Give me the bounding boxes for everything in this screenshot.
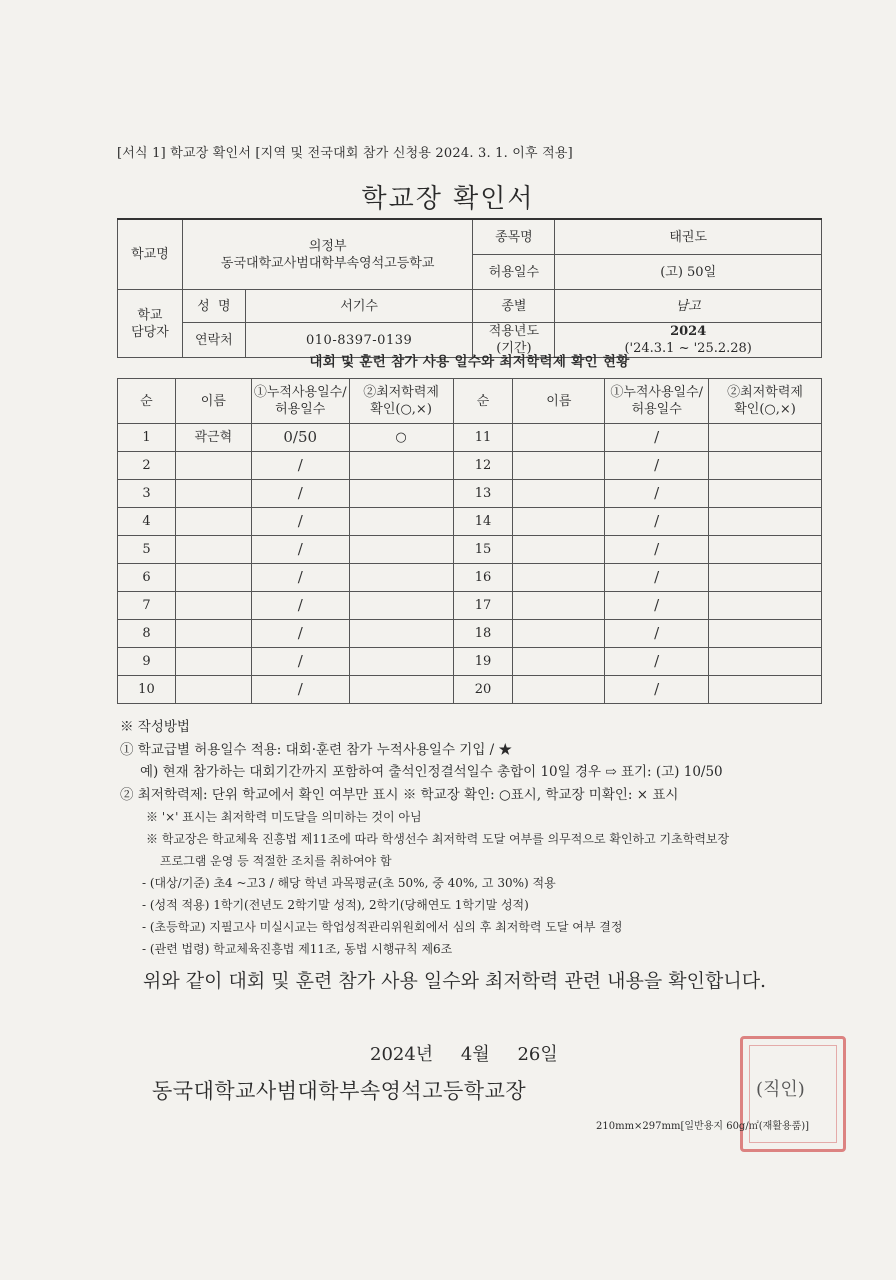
row-check-2	[709, 676, 822, 704]
header-check-line2: 확인(○,×)	[370, 402, 432, 417]
row-check-2	[709, 424, 822, 452]
participation-table	[117, 378, 822, 704]
row-check-2	[709, 648, 822, 676]
table-row	[118, 620, 822, 648]
table-row	[118, 564, 822, 592]
row-days: /	[251, 508, 349, 536]
allowed-days-value: (고) 50일	[555, 255, 822, 290]
school-label: 학교명	[118, 219, 183, 290]
row-number: 2	[118, 452, 176, 480]
notes-heading: ※ 작성방법	[120, 719, 190, 735]
row-number: 7	[118, 592, 176, 620]
row-name	[175, 536, 251, 564]
header-days-2	[605, 379, 709, 424]
note-line-10: - (관련 법령) 학교체육진흥법 제11조, 동법 시행규칙 제6조	[142, 942, 453, 956]
row-name	[175, 620, 251, 648]
table-row	[118, 480, 822, 508]
row-days: /	[251, 620, 349, 648]
row-number-2: 17	[453, 592, 513, 620]
note-line-3: ② 최저학력제: 단위 학교에서 확인 여부만 표시 ※ 학교장 확인: ○표시, 학교장 미확인: × 표시	[120, 786, 679, 803]
row-days-2: /	[605, 452, 709, 480]
document-title: 학교장 확인서	[361, 184, 535, 214]
row-check	[349, 508, 453, 536]
row-name-2	[513, 480, 605, 508]
event-label: 종목명	[473, 219, 555, 255]
school-name-line1: 의정부	[308, 238, 347, 254]
row-check: ○	[349, 424, 453, 452]
table-row	[118, 452, 822, 480]
manager-label-line1: 학교	[137, 307, 163, 323]
note-line-2: 예) 현재 참가하는 대회기간까지 포함하여 출석인정결석일수 총합이 10일 경우 ⇨ 표기: (고) 10/50	[140, 764, 723, 780]
contact-label: 연락처	[182, 323, 245, 358]
row-number-2: 12	[453, 452, 513, 480]
manager-label	[118, 290, 183, 358]
row-name	[175, 508, 251, 536]
table-row	[118, 648, 822, 676]
row-days: /	[251, 452, 349, 480]
row-number-2: 20	[453, 676, 513, 704]
row-days-2: /	[605, 480, 709, 508]
section-title: 대회 및 훈련 참가 사용 일수와 최저학력제 확인 현황	[309, 354, 630, 370]
year-label-line2: (기간)	[496, 341, 532, 356]
year-period: ('24.3.1 ~ '25.2.28)	[624, 341, 752, 356]
row-number: 1	[118, 424, 176, 452]
row-number-2: 14	[453, 508, 513, 536]
row-number: 6	[118, 564, 176, 592]
row-name	[175, 480, 251, 508]
row-number: 4	[118, 508, 176, 536]
row-name-2	[513, 424, 605, 452]
row-number: 10	[118, 676, 176, 704]
row-check	[349, 564, 453, 592]
note-line-5: ※ 학교장은 학교체육 진흥법 제11조에 따라 학생선수 최저학력 도달 여부를 의무적으로 확인하고 기초학력보장	[146, 832, 730, 846]
row-days: /	[251, 536, 349, 564]
header-days-line1: ①누적사용일수/	[253, 385, 347, 400]
header-check	[349, 379, 453, 424]
header-days-line2: 허용일수	[275, 402, 326, 417]
note-line-4: ※ '×' 표시는 최저학력 미도달을 의미하는 것이 아님	[146, 810, 422, 824]
table-row	[118, 592, 822, 620]
header-no-2: 순	[453, 379, 513, 424]
signature-mark: (직인)	[756, 1079, 805, 1100]
row-name	[175, 676, 251, 704]
row-check	[349, 592, 453, 620]
row-number-2: 11	[453, 424, 513, 452]
row-check-2	[709, 508, 822, 536]
note-line-8: - (성적 적용) 1학기(전년도 2학기말 성적), 2학기(당해연도 1학기말 성적)	[142, 898, 529, 912]
row-check-2	[709, 620, 822, 648]
row-name-2	[513, 676, 605, 704]
row-days: /	[251, 564, 349, 592]
row-name-2	[513, 592, 605, 620]
document-date: 2024년 4월 26일	[370, 1044, 558, 1065]
manager-label-line2: 담당자	[131, 324, 169, 340]
row-check	[349, 536, 453, 564]
form-header: [서식 1] 학교장 확인서 [지역 및 전국대회 참가 신청용 2024. 3. 1. 이후 적용]	[117, 146, 573, 161]
row-check	[349, 480, 453, 508]
header-check-2-line1: ②최저학력제	[727, 385, 803, 400]
row-name-2	[513, 620, 605, 648]
row-number-2: 13	[453, 480, 513, 508]
row-days: /	[251, 676, 349, 704]
row-number: 9	[118, 648, 176, 676]
event-value: 태권도	[555, 219, 822, 255]
instructions	[120, 716, 729, 960]
row-name-2	[513, 508, 605, 536]
row-check-2	[709, 480, 822, 508]
header-name: 이름	[175, 379, 251, 424]
row-check-2	[709, 536, 822, 564]
row-check-2	[709, 452, 822, 480]
row-number-2: 15	[453, 536, 513, 564]
row-days-2: /	[605, 424, 709, 452]
year-number: 2024	[670, 324, 707, 339]
row-number: 5	[118, 536, 176, 564]
header-days-2-line1: ①누적사용일수/	[610, 385, 704, 400]
row-name	[175, 592, 251, 620]
note-line-1: ① 학교급별 허용일수 적용: 대회·훈련 참가 누적사용일수 기입 / ★	[120, 741, 512, 758]
row-check	[349, 648, 453, 676]
table-row	[118, 536, 822, 564]
header-check-2	[709, 379, 822, 424]
row-check	[349, 676, 453, 704]
header-name-2: 이름	[513, 379, 605, 424]
row-name: 곽근혁	[175, 424, 251, 452]
category-value: 남고	[555, 290, 822, 323]
row-name-2	[513, 536, 605, 564]
year-label-line1: 적용년도	[488, 324, 540, 339]
school-name	[182, 219, 473, 290]
principal-name: 동국대학교사범대학부속영석고등학교장	[152, 1079, 527, 1103]
row-days-2: /	[605, 564, 709, 592]
row-check-2	[709, 592, 822, 620]
row-number: 3	[118, 480, 176, 508]
table-row	[118, 676, 822, 704]
header-check-line1: ②최저학력제	[363, 385, 439, 400]
row-name	[175, 648, 251, 676]
row-number-2: 19	[453, 648, 513, 676]
row-days-2: /	[605, 536, 709, 564]
row-name-2	[513, 452, 605, 480]
school-info-table	[117, 218, 822, 358]
row-number: 8	[118, 620, 176, 648]
row-days: 0/50	[251, 424, 349, 452]
row-days-2: /	[605, 676, 709, 704]
category-label: 종별	[473, 290, 555, 323]
header-days-2-line2: 허용일수	[631, 402, 682, 417]
name-value: 서기수	[245, 290, 473, 323]
row-days-2: /	[605, 648, 709, 676]
row-name-2	[513, 564, 605, 592]
row-days: /	[251, 480, 349, 508]
row-days-2: /	[605, 592, 709, 620]
school-name-line2: 동국대학교사범대학부속영석고등학교	[220, 255, 435, 271]
row-check-2	[709, 564, 822, 592]
note-line-6: 프로그램 운영 등 적절한 조치를 취하여야 함	[160, 854, 392, 868]
row-check	[349, 620, 453, 648]
paper-size-note: 210mm×297mm[일반용지 60g/㎡(재활용품)]	[596, 1121, 810, 1132]
row-days-2: /	[605, 508, 709, 536]
allowed-days-label: 허용일수	[473, 255, 555, 290]
row-name-2	[513, 648, 605, 676]
header-check-2-line2: 확인(○,×)	[734, 402, 796, 417]
header-days	[251, 379, 349, 424]
table-header-row	[118, 379, 822, 424]
row-name	[175, 452, 251, 480]
row-days: /	[251, 648, 349, 676]
row-number-2: 18	[453, 620, 513, 648]
name-label: 성 명	[182, 290, 245, 323]
header-no: 순	[118, 379, 176, 424]
row-days-2: /	[605, 620, 709, 648]
row-check	[349, 452, 453, 480]
row-name	[175, 564, 251, 592]
note-line-9: - (초등학교) 지필고사 미실시교는 학업성적관리위원회에서 심의 후 최저학력 도달 여부 결정	[142, 920, 623, 934]
row-days: /	[251, 592, 349, 620]
contact-value: 010-8397-0139	[245, 323, 473, 358]
row-number-2: 16	[453, 564, 513, 592]
confirmation-text: 위와 같이 대회 및 훈련 참가 사용 일수와 최저학력 관련 내용을 확인합니다.	[143, 970, 767, 992]
table-row	[118, 424, 822, 452]
table-row	[118, 508, 822, 536]
note-line-7: - (대상/기준) 초4 ~고3 / 해당 학년 과목평균(초 50%, 중 40%, 고 30%) 적용	[142, 876, 556, 890]
